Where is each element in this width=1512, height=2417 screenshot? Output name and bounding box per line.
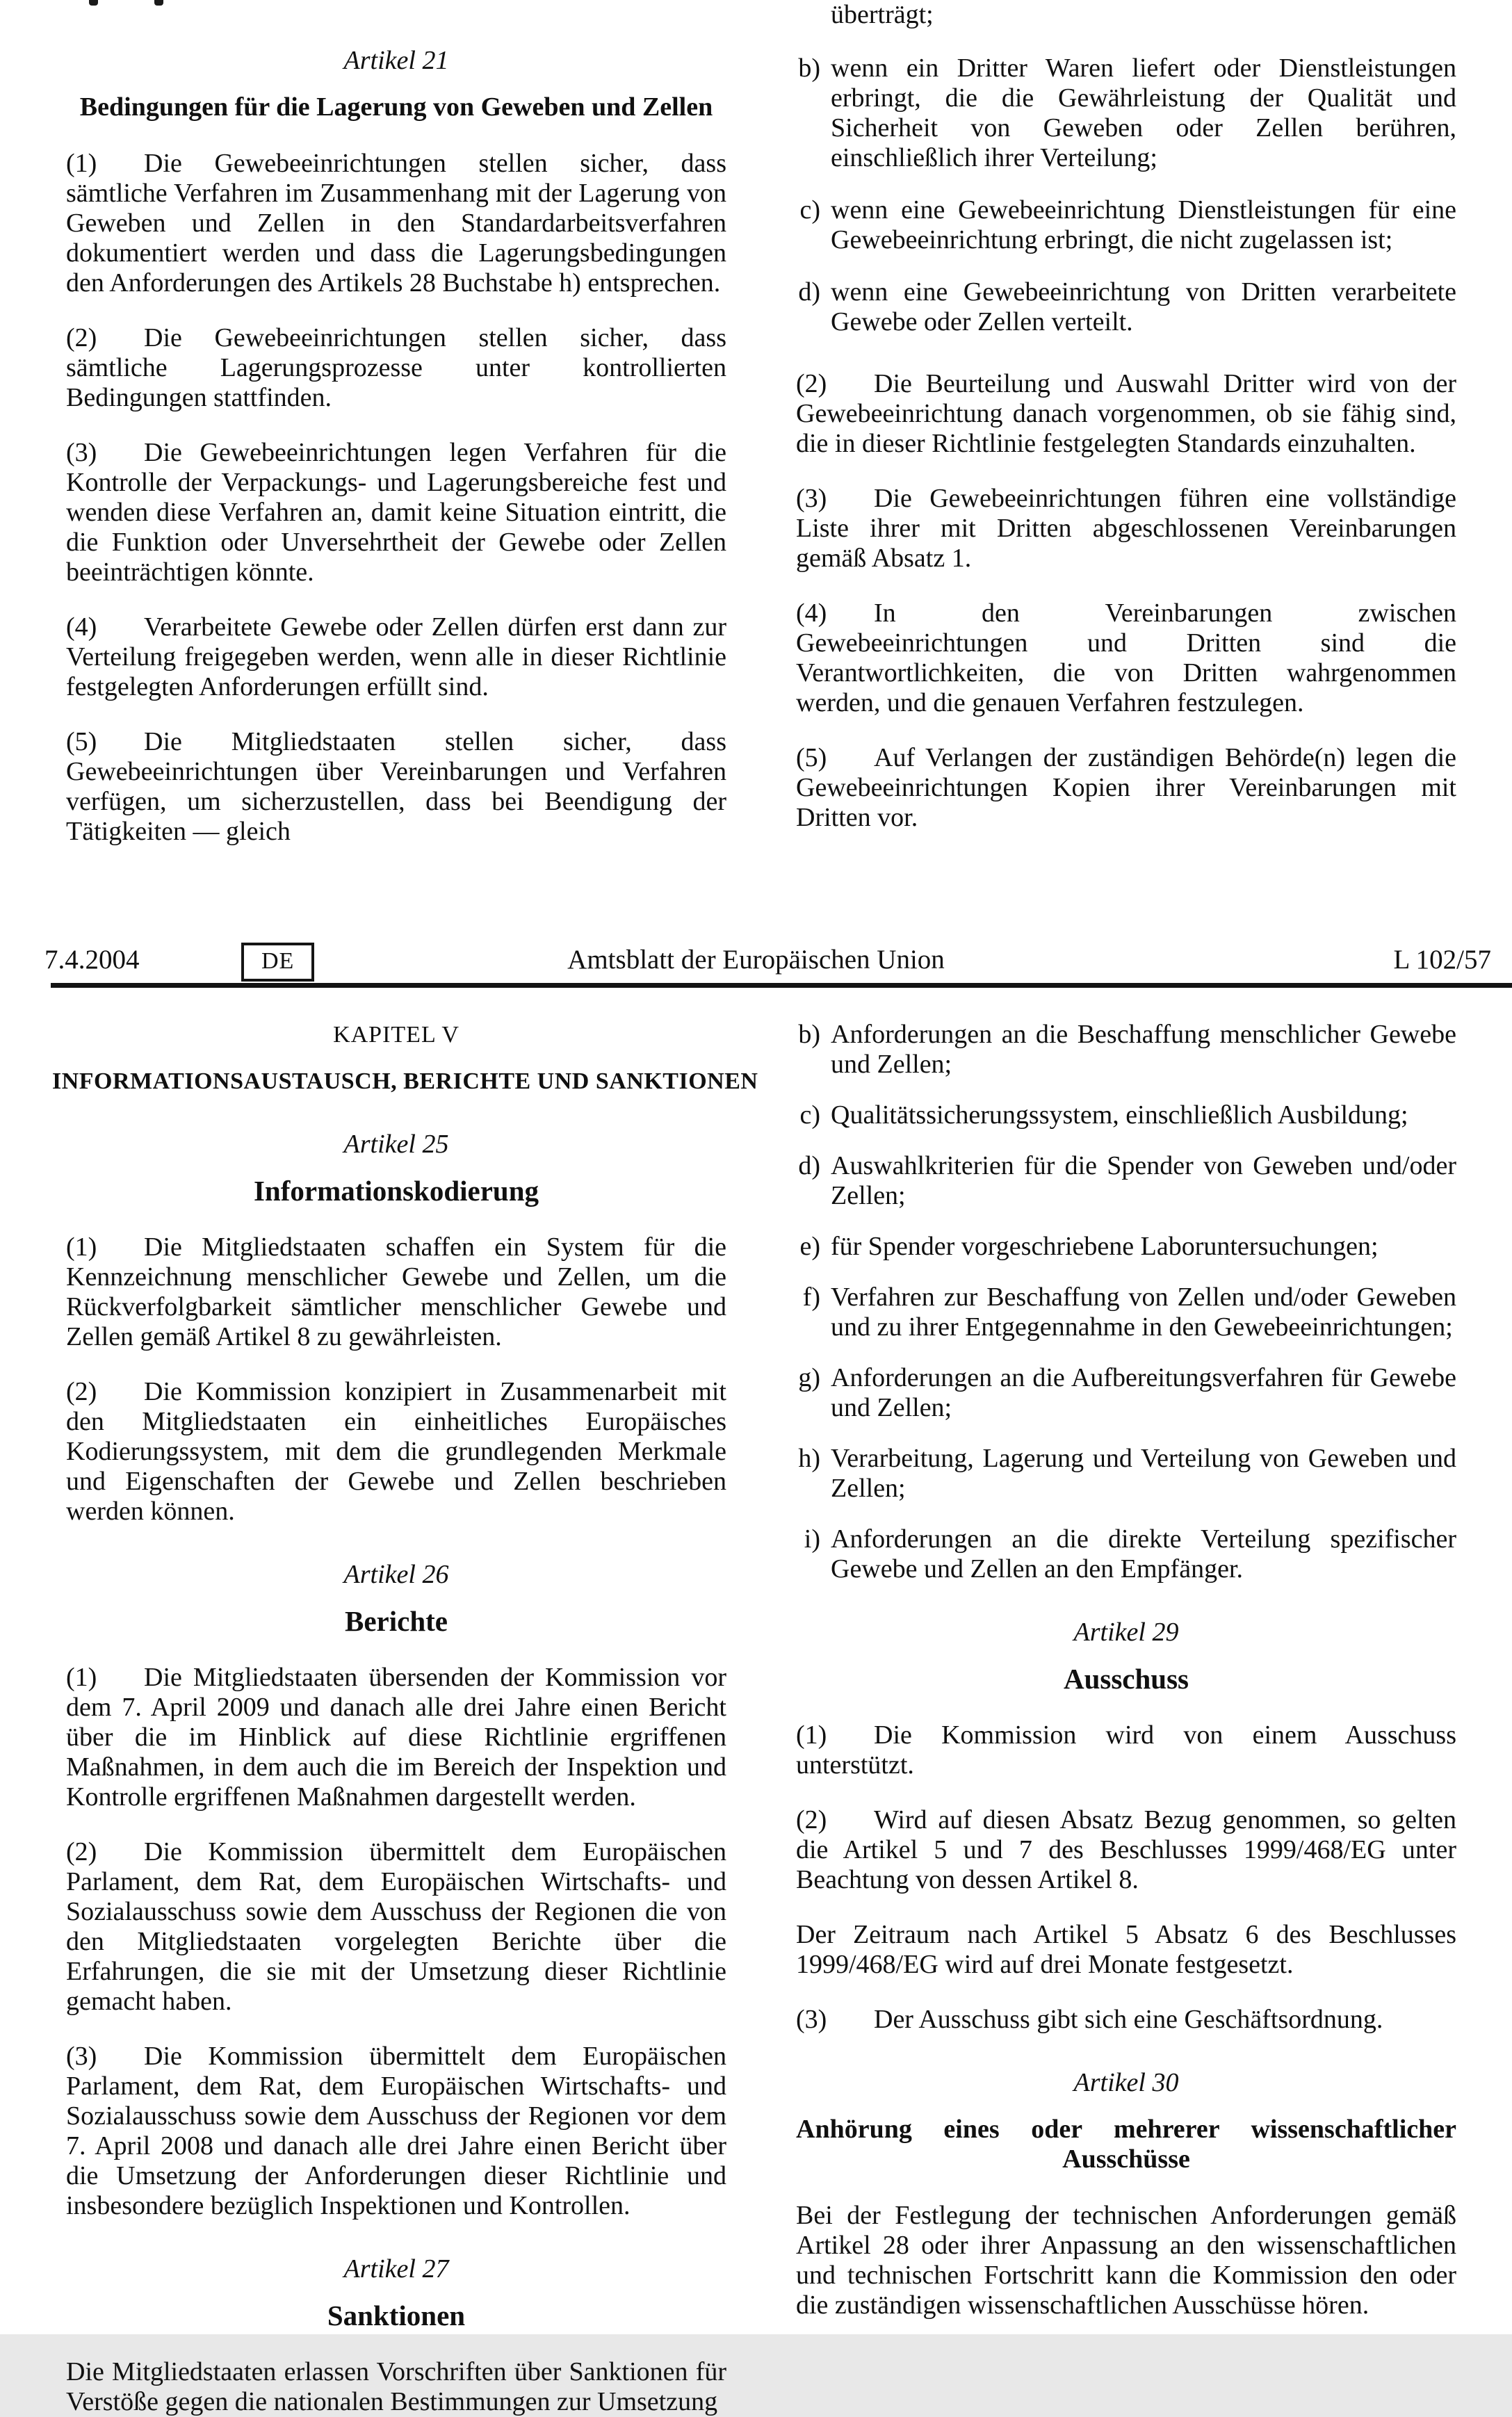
language-badge: DE bbox=[241, 943, 314, 982]
paragraph-number: (5) bbox=[796, 743, 827, 772]
paragraph-number: (3) bbox=[66, 2042, 97, 2071]
paragraph-text: Wird auf diesen Absatz Bezug genommen, so gelten die Artikel 5 und 7 des Beschlusses 1999/468/EG unter Beachtung von dessen Artikel 8. bbox=[796, 1805, 1456, 1894]
list-item bbox=[796, 1100, 1456, 1130]
paragraph bbox=[66, 612, 726, 702]
paragraph bbox=[796, 1920, 1456, 1980]
paragraph bbox=[796, 484, 1456, 573]
paragraph bbox=[796, 1805, 1456, 1895]
list-item bbox=[796, 54, 1456, 173]
list-item-label: b) bbox=[798, 1020, 820, 1049]
article-title: Anhörung eines oder mehrerer wissenschaftlicher Ausschüsse bbox=[796, 2115, 1456, 2174]
list-item bbox=[796, 277, 1456, 337]
article-title: Ausschuss bbox=[1063, 1663, 1189, 1695]
paragraph-text: Der Ausschuss gibt sich eine Geschäftsordnung. bbox=[874, 2005, 1383, 2034]
paragraph bbox=[796, 369, 1456, 459]
paragraph bbox=[66, 323, 726, 413]
paragraph-text: Die Kommission wird von einem Ausschuss unterstützt. bbox=[796, 1720, 1456, 1780]
left-column-top bbox=[66, 0, 726, 937]
article-number-label: Artikel 21 bbox=[343, 46, 449, 75]
chapter-title: INFORMATIONSAUSTAUSCH, BERICHTE UND SANKTIONEN bbox=[52, 1068, 758, 1094]
paragraph-text: Die Kommission übermittelt dem Europäischen Parlament, dem Rat, dem Europäischen Wirtschafts- und Sozialausschuss sowie dem Ausschuss der Regionen die von den Mitgliedstaaten vorgelegten Berichte über die Erfahrungen, die sie mit der Umsetzung dieser Richtlinie gemacht haben. bbox=[66, 1837, 726, 2016]
paragraph-text: Die Gewebeeinrichtungen stellen sicher, dass sämtliche Lagerungsprozesse unter kontrollierten Bedingungen stattfinden. bbox=[66, 323, 726, 412]
list-item-label: e) bbox=[799, 1232, 820, 1261]
paragraph bbox=[66, 438, 726, 587]
paragraph bbox=[796, 2201, 1456, 2320]
paragraph-number: (3) bbox=[66, 438, 97, 467]
paragraph-number: (2) bbox=[66, 1377, 97, 1406]
article-title: Informationskodierung bbox=[253, 1175, 539, 1207]
article-title: Sanktionen bbox=[327, 2300, 466, 2331]
paragraph bbox=[66, 1837, 726, 2017]
paragraph bbox=[796, 2005, 1456, 2035]
paragraph-text: Die Beurteilung und Auswahl Dritter wird von der Gewebeeinrichtung danach vorgenommen, ob sie fähig sind, die in dieser Richtlinie festgelegten Standards einzuhalten. bbox=[796, 369, 1456, 458]
paragraph-number: (1) bbox=[796, 1720, 827, 1750]
list-item bbox=[796, 1363, 1456, 1423]
paragraph-text: Die Gewebeeinrichtungen stellen sicher, dass sämtliche Verfahren im Zusammenhang mit der Lagerung von Geweben und Zellen in den Standardarbeitsverfahren dokumentiert werden und dass die Lagerungsbedingungen den Anforderungen des Artikels 28 Buchstabe h) entsprechen. bbox=[66, 149, 726, 298]
paragraph-number: (1) bbox=[66, 1663, 97, 1692]
list-item-text: Verarbeitung, Lagerung und Verteilung von Geweben und Zellen; bbox=[831, 1444, 1456, 1503]
paragraph-number: (5) bbox=[66, 727, 97, 756]
paragraph-text: Auf Verlangen der zuständigen Behörde(n) legen die Gewebeeinrichtungen Kopien ihrer Vereinbarungen mit Dritten vor. bbox=[796, 743, 1456, 832]
paragraph-text: Die Mitgliedstaaten übersenden der Kommission vor dem 7. April 2009 und danach alle drei Jahre einen Bericht über die im Hinblick auf diese Richtlinie ergriffenen Maßnahmen, in dem auch die im Bereich der Inspektion und Kontrolle ergriffenen Maßnahmen dargestellt werden. bbox=[66, 1663, 726, 1812]
list-item-label: f) bbox=[802, 1283, 820, 1312]
list-item-label: h) bbox=[798, 1444, 820, 1473]
paragraph-text: Die Mitgliedstaaten schaffen ein System für die Kennzeichnung menschlicher Gewebe und Zellen, um die Rückverfolgbarkeit sämtlicher menschlicher Gewebe und Zellen gemäß Artikel 8 zu gewährleisten. bbox=[66, 1232, 726, 1351]
left-column-bottom bbox=[52, 988, 758, 2417]
article-number-label: Artikel 25 bbox=[343, 1130, 449, 1159]
list-item bbox=[796, 1444, 1456, 1504]
list-item bbox=[796, 1232, 1456, 1262]
paragraph-text: Der Zeitraum nach Artikel 5 Absatz 6 des Beschlusses 1999/468/EG wird auf drei Monate festgesetzt. bbox=[796, 1920, 1456, 1979]
paragraph-text: Die Kommission konzipiert in Zusammenarbeit mit den Mitgliedstaaten ein einheitliches Europäisches Kodierungssystem, mit dem die grundlegenden Merkmale und Eigenschaften der Gewebe und Zellen beschrieben werden können. bbox=[66, 1377, 726, 1526]
horizontal-rule bbox=[51, 983, 1512, 988]
article-number-label: Artikel 29 bbox=[1073, 1618, 1179, 1647]
article-number-label: Artikel 27 bbox=[343, 2254, 449, 2284]
list-item-label: d) bbox=[798, 277, 820, 307]
paragraph bbox=[66, 727, 726, 847]
list-item-label: b) bbox=[798, 54, 820, 83]
list-item-text: wenn eine Gewebeeinrichtung von Dritten verarbeitete Gewebe oder Zellen verteilt. bbox=[831, 277, 1456, 336]
list-item-text: Auswahlkriterien für die Spender von Geweben und/oder Zellen; bbox=[831, 1151, 1456, 1210]
list-item-label: i) bbox=[804, 1524, 820, 1554]
paragraph-text: Verarbeitete Gewebe oder Zellen dürfen erst dann zur Verteilung freigegeben werden, wenn alle in dieser Richtlinie festgelegten Anforderungen erfüllt sind. bbox=[66, 612, 726, 701]
continuation-text: überträgt; bbox=[831, 0, 934, 29]
paragraph-text: Die Gewebeeinrichtungen führen eine vollständige Liste ihrer mit Dritten abgeschlossenen Vereinbarungen gemäß Absatz 1. bbox=[796, 484, 1456, 573]
page-header bbox=[0, 937, 1512, 976]
paragraph-number: (1) bbox=[66, 1232, 97, 1262]
list-item bbox=[796, 1151, 1456, 1211]
article-title: Bedingungen für die Lagerung von Geweben und Zellen bbox=[79, 92, 713, 122]
paragraph-number: (3) bbox=[796, 484, 827, 513]
article-number-label: Artikel 26 bbox=[343, 1560, 449, 1589]
paragraph-number: (2) bbox=[66, 1837, 97, 1866]
paragraph-text: Die Mitgliedstaaten stellen sicher, dass Gewebeeinrichtungen über Vereinbarungen und Verfahren verfügen, um sicherzustellen, dass bei Beendigung der Tätigkeiten — gleich bbox=[66, 727, 726, 846]
list-item bbox=[796, 195, 1456, 255]
paragraph-text: In den Vereinbarungen zwischen Gewebeeinrichtungen und Dritten sind die Verantwortlichkeiten, die von Dritten wahrgenommen werden, und die genauen Verfahren festzulegen. bbox=[796, 599, 1456, 717]
paragraph bbox=[66, 1377, 726, 1527]
paragraph bbox=[66, 1663, 726, 1812]
paragraph bbox=[796, 599, 1456, 718]
list-item-label: c) bbox=[799, 1100, 820, 1130]
list-item-label: g) bbox=[798, 1363, 820, 1392]
list-item-text: Anforderungen an die Beschaffung menschlicher Gewebe und Zellen; bbox=[831, 1020, 1456, 1079]
list-item bbox=[796, 1283, 1456, 1342]
cut-text-fragment bbox=[154, 0, 163, 6]
paragraph-number: (2) bbox=[796, 1805, 827, 1834]
paragraph bbox=[66, 1232, 726, 1352]
paragraph bbox=[796, 743, 1456, 833]
paragraph-number: (4) bbox=[66, 612, 97, 642]
journal-date: 7.4.2004 bbox=[44, 945, 140, 975]
paragraph-text: Die Kommission übermittelt dem Europäischen Parlament, dem Rat, dem Europäischen Wirtschafts- und Sozialausschuss sowie dem Ausschuss der Regionen vor dem 7. April 2008 und danach alle drei Jahre einen Bericht über die Umsetzung der Anforderungen dieser Richtlinie und insbesondere bezüglich Inspektionen und Kontrollen. bbox=[66, 2042, 726, 2220]
list-item-label: d) bbox=[798, 1151, 820, 1180]
right-column-bottom bbox=[796, 988, 1456, 2417]
paragraph-number: (3) bbox=[796, 2005, 827, 2034]
paragraph-number: (2) bbox=[796, 369, 827, 398]
list-item-label: c) bbox=[799, 195, 820, 225]
list-item-text: Verfahren zur Beschaffung von Zellen und/oder Geweben und zu ihrer Entgegennahme in den Gewebeeinrichtungen; bbox=[831, 1283, 1456, 1342]
paragraph bbox=[796, 1720, 1456, 1780]
paragraph-text: Die Mitgliedstaaten erlassen Vorschriften über Sanktionen für Verstöße gegen die nationalen Bestimmungen zur Umsetzung bbox=[66, 2357, 726, 2416]
list-item bbox=[796, 1524, 1456, 1584]
list-item-text: Anforderungen an die Aufbereitungsverfahren für Gewebe und Zellen; bbox=[831, 1363, 1456, 1422]
journal-title: Amtsblatt der Europäischen Union bbox=[567, 945, 945, 975]
paragraph-number: (1) bbox=[66, 149, 97, 178]
paragraph-number: (4) bbox=[796, 599, 827, 628]
list-item-text: wenn eine Gewebeeinrichtung Dienstleistungen für eine Gewebeeinrichtung erbringt, die nicht zugelassen ist; bbox=[831, 195, 1456, 254]
paragraph bbox=[66, 149, 726, 298]
paragraph bbox=[66, 2357, 726, 2417]
chapter-label: KAPITEL V bbox=[333, 1022, 460, 1048]
right-column-top bbox=[796, 0, 1456, 937]
article-title: Berichte bbox=[345, 1605, 448, 1637]
paragraph-number: (2) bbox=[66, 323, 97, 352]
paragraph bbox=[66, 2042, 726, 2221]
list-item-text: Qualitätssicherungssystem, einschließlich Ausbildung; bbox=[831, 1100, 1408, 1130]
page-number: L 102/57 bbox=[1393, 945, 1491, 975]
list-item-text: wenn ein Dritter Waren liefert oder Dienstleistungen erbringt, die die Gewährleistung der Qualität und Sicherheit von Geweben oder Zellen berühren, einschließlich ihrer Verteilung; bbox=[831, 54, 1456, 172]
top-section bbox=[0, 0, 1512, 937]
paragraph-text: Bei der Festlegung der technischen Anforderungen gemäß Artikel 28 oder ihrer Anpassung an den wissenschaftlichen und technischen Fortschritt kann die Kommission den oder die zuständigen wissenschaftlichen Ausschüsse hören. bbox=[796, 2201, 1456, 2320]
cut-text-fragment bbox=[89, 0, 98, 6]
list-item-text: Anforderungen an die direkte Verteilung spezifischer Gewebe und Zellen an den Empfänger. bbox=[831, 1524, 1456, 1584]
bottom-section bbox=[0, 988, 1512, 2417]
paragraph-text: Die Gewebeeinrichtungen legen Verfahren für die Kontrolle der Verpackungs- und Lagerungsbereiche fest und wenden diese Verfahren an, damit keine Situation eintritt, die die Funktion oder Unversehrtheit der Gewebe oder Zellen beeinträchtigen könnte. bbox=[66, 438, 726, 587]
list-item-text: für Spender vorgeschriebene Laboruntersuchungen; bbox=[831, 1232, 1379, 1261]
list-item bbox=[796, 1020, 1456, 1080]
article-number-label: Artikel 30 bbox=[1073, 2068, 1179, 2097]
